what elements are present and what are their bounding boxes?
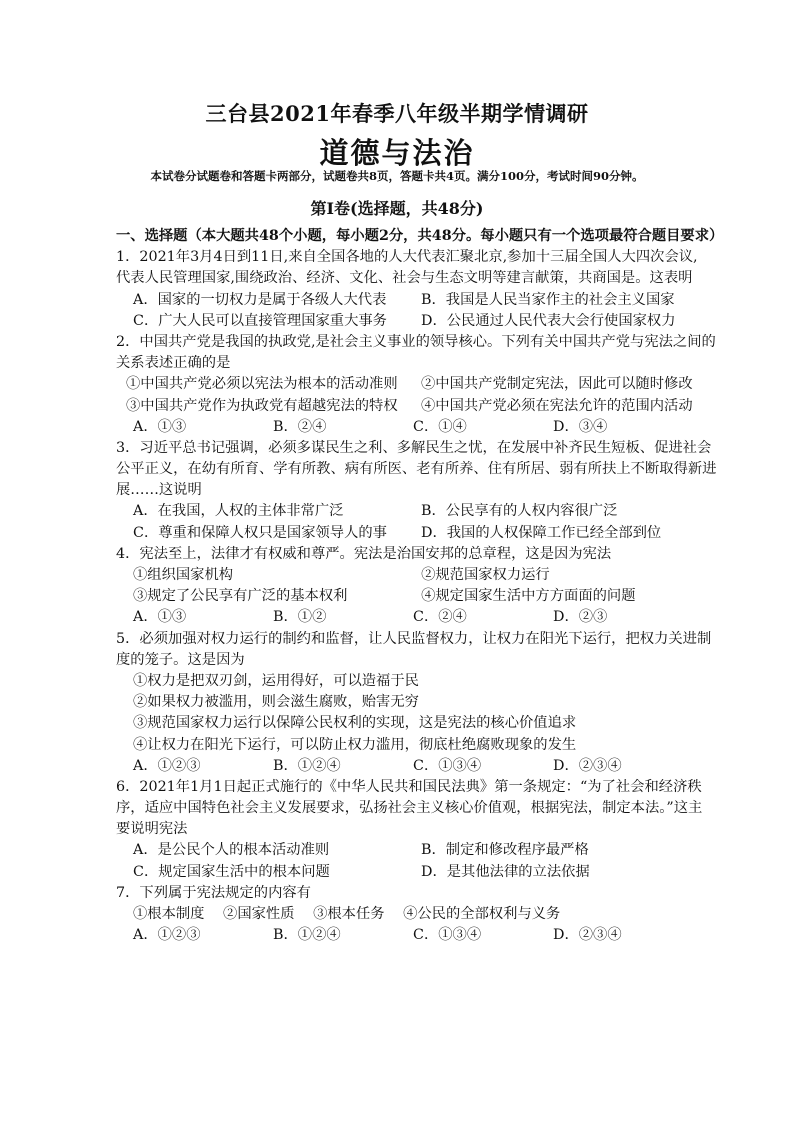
question-stem-line: 序，适应中国特色社会主义发展要求，弘扬社会主义核心价值观，根据宪法，制定本法。”这主: [116, 800, 703, 817]
option-c: C．①④: [413, 418, 467, 435]
question-3: [116, 438, 717, 544]
question-7: [116, 883, 706, 947]
question-stem-line: 6．2021年1月1日起正式施行的《中华人民共和国民法典》第一条规定：“为了社会和经济秩: [116, 778, 702, 795]
question-stem-line: 度的笼子。这是因为: [116, 651, 245, 668]
question-stem-line: 关系表述正确的是: [116, 355, 231, 372]
statement-4: ④中国共产党必须在宪法允许的范围内活动: [421, 397, 693, 414]
option-d: D．②③④: [553, 927, 622, 944]
question-stem-line: 1．2021年3月4日到11日,来自全国各地的人大代表汇聚北京,参加十三届全国人大四次会议,: [116, 249, 698, 266]
option-c: C．规定国家生活中的根本问题: [133, 863, 330, 880]
option-c: C．广大人民可以直接管理国家重大事务: [133, 312, 387, 329]
option-b: B．①②④: [273, 757, 341, 774]
statement-1: ①中国共产党必须以宪法为根本的活动准则: [126, 376, 398, 393]
option-a: A．在我国，人权的主体非常广泛: [133, 503, 344, 520]
question-5: [116, 629, 712, 777]
statement-3: ③规定了公民享有广泛的基本权利: [133, 588, 348, 605]
option-a: A．①③: [133, 418, 187, 435]
option-b: B．①②: [273, 609, 327, 626]
option-a: A．国家的一切权力是属于各级人大代表: [133, 291, 387, 308]
option-d: D．我国的人权保障工作已经全部到位: [421, 524, 662, 541]
option-d: D．公民通过人民代表大会行使国家权力: [421, 312, 676, 329]
option-b: B．制定和修改程序最严格: [421, 842, 589, 859]
option-b: B．公民享有的人权内容很广泛: [421, 503, 618, 520]
statement-3: ③中国共产党作为执政党有超越宪法的特权: [126, 397, 398, 414]
option-a: A．①②③: [133, 757, 201, 774]
statement-2: ②中国共产党制定宪法，因此可以随时修改: [421, 376, 693, 393]
statement-1: ①根本制度: [133, 906, 205, 922]
question-area: [116, 226, 724, 946]
statement-3: ③根本任务: [313, 906, 385, 922]
question-stem-line: 要说明宪法: [116, 821, 188, 838]
question-2: [116, 332, 716, 438]
question-6: [116, 777, 706, 883]
option-d: D．是其他法律的立法依据: [421, 863, 590, 880]
option-b: B．我国是人民当家作主的社会主义国家: [421, 291, 675, 308]
option-c: C．①③④: [413, 757, 482, 774]
option-a: A．①②③: [133, 927, 201, 944]
question-stem-line: 3．习近平总书记强调，必须多谋民生之利、多解民生之忧，在发展中补齐民生短板、促进社会: [116, 439, 712, 456]
statement-2: ②如果权力被滥用，则会滋生腐败，贻害无穷: [133, 694, 419, 711]
question-stem-line: 5．必须加强对权力运行的制约和监督，让人民监督权力，让权力在阳光下运行，把权力关进制: [116, 630, 712, 647]
statement-2: ②国家性质: [223, 906, 295, 922]
question-stem-line: 公平正义，在幼有所育、学有所教、病有所医、老有所养、住有所居、弱有所扶上不断取得新进: [116, 461, 717, 478]
statement-1: ①组织国家机构: [133, 567, 234, 583]
statement-4: ④公民的全部权利与义务: [403, 906, 561, 922]
question-stem-line: 代表人民管理国家,围绕政治、经济、文化、社会与生态文明等建言献策，共商国是。这表明: [116, 270, 693, 287]
statement-2: ②规范国家权力运行: [421, 567, 550, 583]
option-d: D．③④: [553, 418, 608, 435]
option-a: A．①③: [133, 609, 187, 626]
exam-title: 三台县2021年春季八年级半期学情调研: [205, 101, 589, 126]
option-a: A．是公民个人的根本活动准则: [133, 842, 330, 859]
exam-instructions: 本试卷分试题卷和答题卡两部分，试题卷共8页，答题卡共4页。满分100分，考试时间90分钟。: [150, 169, 644, 183]
section-heading: 一、选择题（本大题共48个小题，每小题2分，共48分。每小题只有一个选项最符合题目要求）: [116, 228, 724, 244]
option-b: B．①②④: [273, 927, 341, 944]
statement-4: ④规定国家生活中方方面面的问题: [421, 588, 636, 605]
option-c: C．①③④: [413, 927, 482, 944]
statement-4: ④让权力在阳光下运行，可以防止权力滥用，彻底杜绝腐败现象的发生: [133, 736, 577, 753]
option-c: C．②④: [413, 609, 467, 626]
question-stem-line: 7．下列属于宪法规定的内容有: [116, 884, 311, 901]
option-d: D．②③: [553, 609, 608, 626]
option-c: C．尊重和保障人权只是国家领导人的事: [133, 524, 387, 541]
question-stem-line: 展……这说明: [116, 482, 202, 499]
part-heading: 第Ⅰ卷(选择题，共48分): [310, 199, 484, 218]
option-b: B．②④: [273, 418, 327, 435]
option-d: D．②③④: [553, 757, 622, 774]
question-stem-line: 2．中国共产党是我国的执政党,是社会主义事业的领导核心。下列有关中国共产党与宪法之间的: [116, 333, 716, 350]
subject-title: 道德与法治: [319, 136, 475, 170]
question-1: [116, 247, 706, 332]
question-4: [116, 544, 706, 629]
question-stem-line: 4．宪法至上，法律才有权威和尊严。宪法是治国安邦的总章程，这是因为宪法: [116, 545, 612, 562]
statement-1: ①权力是把双刃剑，运用得好，可以造福于民: [133, 672, 419, 689]
statement-3: ③规范国家权力运行以保障公民权利的实现，这是宪法的核心价值追求: [133, 715, 577, 732]
statement-list: [116, 904, 706, 925]
